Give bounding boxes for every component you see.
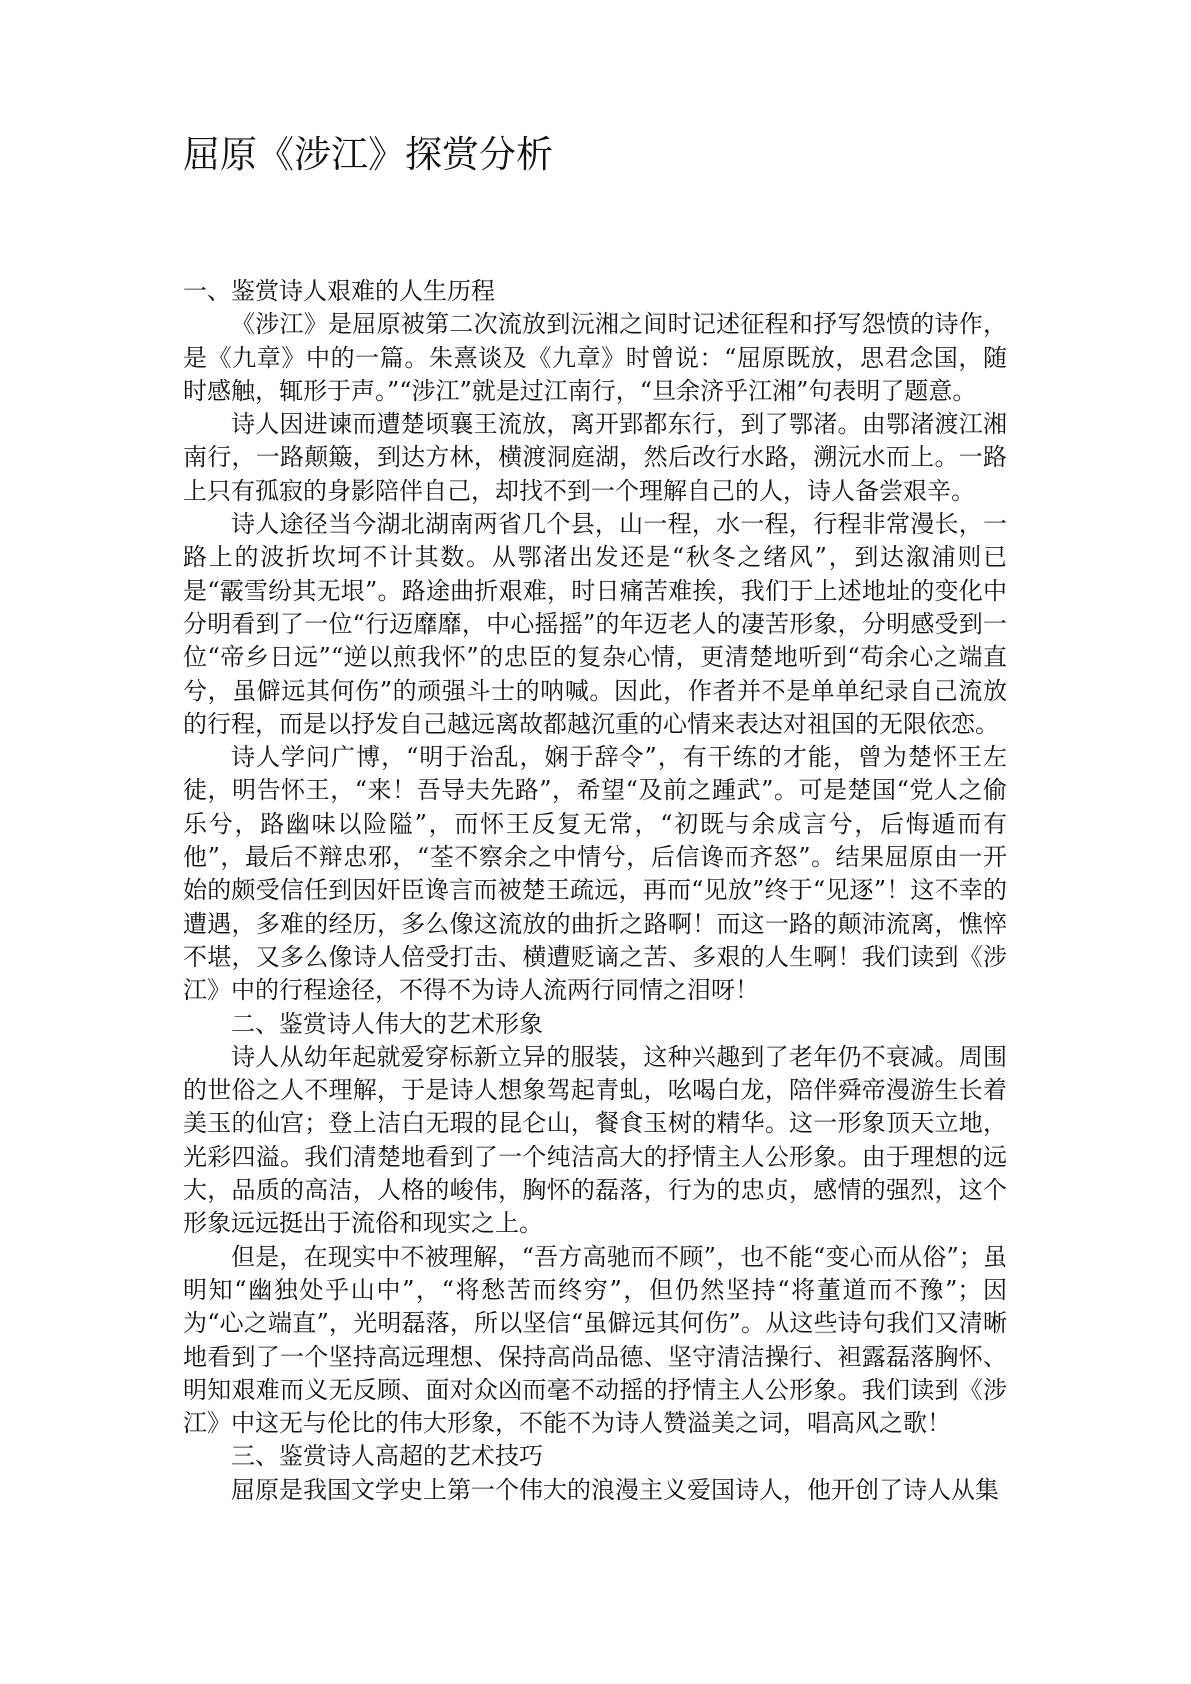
paragraph: 诗人因进谏而遭楚顷襄王流放，离开郢都东行，到了鄂渚。由鄂渚渡江湘南行，一路颠簸，到达方林，横渡洞庭湖，然后改行水路，溯沅水而上。一路上只有孤寂的身影陪伴自己，却找不到一个理解自己的人，诗人备尝艰辛。	[183, 410, 1007, 505]
article-body	[183, 275, 1007, 1507]
paragraph: 《涉江》是屈原被第二次流放到沅湘之间时记述征程和抒写怨愤的诗作，是《九章》中的一篇。朱熹谈及《九章》时曾说：“屈原既放，思君念国，随时感触，辄形于声。”“涉江”就是过江南行，“旦余济乎江湘”句表明了题意。	[183, 310, 1007, 405]
section-heading: 二、鉴赏诗人伟大的艺术形象	[231, 1009, 543, 1038]
paragraph: 诗人从幼年起就爱穿标新立异的服装，这种兴趣到了老年仍不衰减。周围的世俗之人不理解，于是诗人想象驾起青虬，吆喝白龙，陪伴舜帝漫游生长着美玉的仙宫；登上洁白无瑕的昆仑山，餐食玉树的精华。这一形象顶天立地，光彩四溢。我们清楚地看到了一个纯洁高大的抒情主人公形象。由于理想的远大，品质的高洁，人格的峻伟，胸怀的磊落，行为的忠贞，感情的强烈，这个形象远远挺出于流俗和现实之上。	[183, 1042, 1007, 1238]
section-heading: 一、鉴赏诗人艰难的人生历程	[183, 277, 495, 305]
paragraph: 但是，在现实中不被理解，“吾方高驰而不顾”，也不能“变心而从俗”；虽明知“幽独处乎山中”，“将愁苦而终穷”，但仍然坚持“将董道而不豫”；因为“心之端直”，光明磊落，所以坚信“虽僻远其何伤”。从这些诗句我们又清晰地看到了一个坚持高远理想、保持高尚品德、坚守清洁操行、袒露磊落胸怀、明知艰难而义无反顾、面对众凶而毫不动摇的抒情主人公形象。我们读到《涉江》中这无与伦比的伟大形象，不能不为诗人赞溢美之词，唱高风之歌！	[183, 1242, 1007, 1438]
section-heading: 三、鉴赏诗人高超的艺术技巧	[231, 1442, 543, 1471]
page-title: 屈原《涉江》探赏分析	[183, 133, 553, 176]
paragraph: 诗人途径当今湖北湖南两省几个县，山一程，水一程，行程非常漫长，一路上的波折坎坷不计其数。从鄂渚出发还是“秋冬之绪风”，到达溆浦则已是“霰雪纷其无垠”。路途曲折艰难，时日痛苦难挨，我们于上述地址的变化中分明看到了一位“行迈靡靡，中心摇摇”的年迈老人的凄苦形象，分明感受到一位“帝乡日远”“逆以煎我怀”的忠臣的复杂心情，更清楚地听到“苟余心之端直兮，虽僻远其何伤”的顽强斗士的呐喊。因此，作者并不是单单纪录自己流放的行程，而是以抒发自己越远离故都越沉重的心情来表达对祖国的无限依恋。	[183, 510, 1007, 738]
paragraph: 屈原是我国文学史上第一个伟大的浪漫主义爱国诗人，他开创了诗人从集	[231, 1475, 999, 1504]
paragraph: 诗人学问广博，“明于治乱，娴于辞令”，有干练的才能，曾为楚怀王左徒，明告怀王，“来！吾导夫先路”，希望“及前之踵武”。可是楚国“党人之偷乐兮，路幽味以险隘”，而怀王反复无常，“初既与余成言兮，后悔遁而有他”，最后不辩忠邪，“荃不察余之中情兮，后信谗而齐怒”。结果屈原由一开始的颇受信任到因奸臣谗言而被楚王疏远，再而“见放”终于“见逐”！这不幸的遭遇，多难的经历，多么像这流放的曲折之路啊！而这一路的颠沛流离，憔悴不堪，又多么像诗人倍受打击、横遭贬谪之苦、多艰的人生啊！我们读到《涉江》中的行程途径，不得不为诗人流两行同情之泪呀！	[183, 743, 1007, 1005]
